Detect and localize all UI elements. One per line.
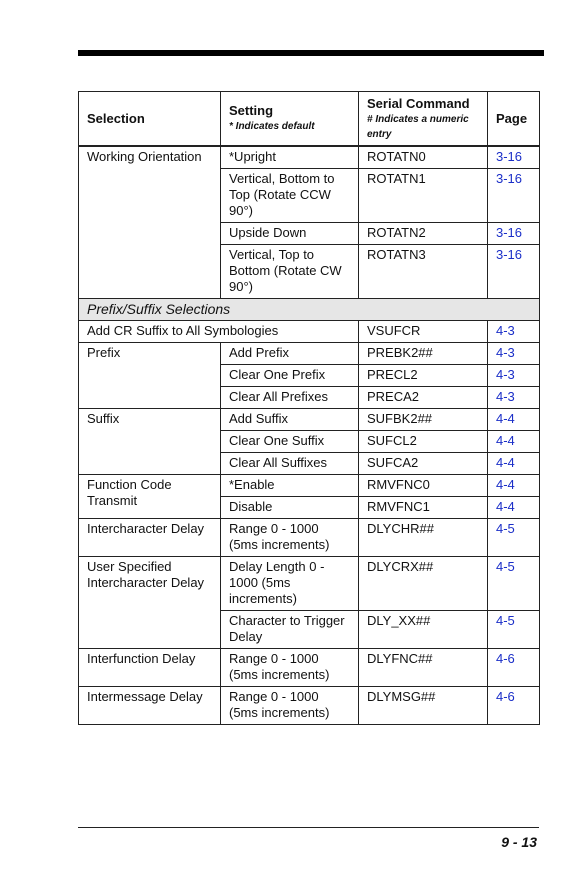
command-cell: DLYMSG## <box>359 687 488 725</box>
table-row <box>79 519 540 557</box>
serial-command-table <box>78 91 540 725</box>
page-link[interactable]: 4-5 <box>488 557 540 611</box>
table-row <box>79 409 540 431</box>
setting-cell: Vertical, Bottom to Top (Rotate CCW 90°) <box>221 169 359 223</box>
command-cell: ROTATN1 <box>359 169 488 223</box>
command-cell: ROTATN3 <box>359 245 488 299</box>
header-setting-note: * Indicates default <box>229 121 315 132</box>
command-cell: PRECA2 <box>359 387 488 409</box>
page-link[interactable]: 4-3 <box>488 321 540 343</box>
page-number: 9 - 13 <box>501 834 537 850</box>
setting-cell: Disable <box>221 497 359 519</box>
header-command-note: # Indicates a numeric entry <box>367 113 469 140</box>
selection-cell: Add CR Suffix to All Symbologies <box>79 321 359 343</box>
page-link[interactable]: 4-4 <box>488 409 540 431</box>
command-cell: ROTATN2 <box>359 223 488 245</box>
page-link[interactable]: 4-5 <box>488 611 540 649</box>
page-link[interactable]: 3-16 <box>488 169 540 223</box>
header-setting: Setting * Indicates default <box>221 92 359 147</box>
page-link[interactable]: 4-3 <box>488 365 540 387</box>
page-link[interactable]: 4-6 <box>488 649 540 687</box>
selection-cell: User Specified Intercharacter Delay <box>79 557 221 649</box>
command-cell: ROTATN0 <box>359 146 488 169</box>
setting-cell: Clear One Prefix <box>221 365 359 387</box>
command-cell: SUFCL2 <box>359 431 488 453</box>
command-cell: DLYCHR## <box>359 519 488 557</box>
setting-cell: Clear All Prefixes <box>221 387 359 409</box>
selection-cell: Suffix <box>79 409 221 475</box>
table-row <box>79 321 540 343</box>
page-link[interactable]: 4-5 <box>488 519 540 557</box>
section-heading-row <box>79 299 540 321</box>
setting-cell: Character to Trigger Delay <box>221 611 359 649</box>
setting-cell: Clear One Suffix <box>221 431 359 453</box>
setting-cell: Delay Length 0 - 1000 (5ms increments) <box>221 557 359 611</box>
table-row <box>79 146 540 169</box>
selection-cell: Prefix <box>79 343 221 409</box>
command-cell: VSUFCR <box>359 321 488 343</box>
setting-cell: Upside Down <box>221 223 359 245</box>
page-link[interactable]: 4-6 <box>488 687 540 725</box>
selection-cell: Function Code Transmit <box>79 475 221 519</box>
setting-cell: Clear All Suffixes <box>221 453 359 475</box>
selection-cell: Working Orientation <box>79 146 221 299</box>
setting-cell: Range 0 - 1000 (5ms increments) <box>221 649 359 687</box>
page-link[interactable]: 4-4 <box>488 475 540 497</box>
page-link[interactable]: 4-4 <box>488 497 540 519</box>
table-row <box>79 649 540 687</box>
setting-cell: Vertical, Top to Bottom (Rotate CW 90°) <box>221 245 359 299</box>
header-rule <box>78 50 544 56</box>
page-link[interactable]: 3-16 <box>488 223 540 245</box>
page-link[interactable]: 4-4 <box>488 453 540 475</box>
section-title: Prefix/Suffix Selections <box>79 299 540 321</box>
command-cell: DLY_XX## <box>359 611 488 649</box>
command-cell: SUFBK2## <box>359 409 488 431</box>
header-page: Page <box>488 92 540 147</box>
command-cell: PRECL2 <box>359 365 488 387</box>
table-row <box>79 343 540 365</box>
page-link[interactable]: 4-4 <box>488 431 540 453</box>
footer-rule <box>78 827 539 828</box>
selection-cell: Intercharacter Delay <box>79 519 221 557</box>
setting-cell: Add Suffix <box>221 409 359 431</box>
table-row <box>79 557 540 611</box>
page-link[interactable]: 4-3 <box>488 343 540 365</box>
header-selection: Selection <box>79 92 221 147</box>
command-cell: PREBK2## <box>359 343 488 365</box>
page-link[interactable]: 3-16 <box>488 245 540 299</box>
command-cell: DLYCRX## <box>359 557 488 611</box>
command-cell: RMVFNC1 <box>359 497 488 519</box>
command-cell: DLYFNC## <box>359 649 488 687</box>
setting-cell: *Upright <box>221 146 359 169</box>
table-header-row <box>79 92 540 147</box>
setting-cell: Add Prefix <box>221 343 359 365</box>
setting-cell: Range 0 - 1000 (5ms increments) <box>221 519 359 557</box>
command-cell: SUFCA2 <box>359 453 488 475</box>
selection-cell: Intermessage Delay <box>79 687 221 725</box>
setting-cell: *Enable <box>221 475 359 497</box>
selection-cell: Interfunction Delay <box>79 649 221 687</box>
header-serial-command: Serial Command # Indicates a numeric entry <box>359 92 488 147</box>
command-cell: RMVFNC0 <box>359 475 488 497</box>
table-row <box>79 687 540 725</box>
setting-cell: Range 0 - 1000 (5ms increments) <box>221 687 359 725</box>
table-row <box>79 475 540 497</box>
page-link[interactable]: 3-16 <box>488 146 540 169</box>
page-link[interactable]: 4-3 <box>488 387 540 409</box>
